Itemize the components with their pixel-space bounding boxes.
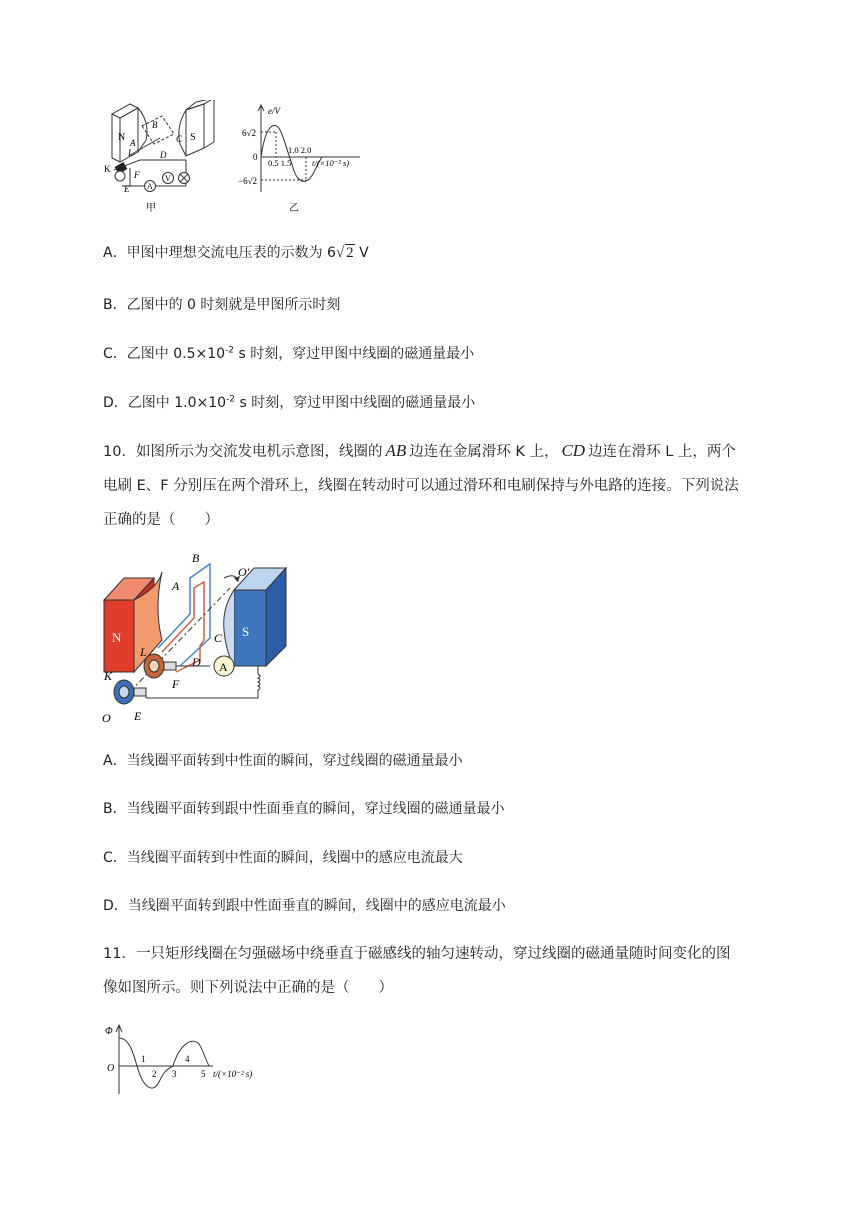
q10-stem-part1: 10．如图所示为交流发电机示意图，线圈的 <box>103 444 383 460</box>
q11-stem-line1: 11．一只矩形线圈在匀强磁场中绕垂直于磁感线的轴匀速转动，穿过线圈的磁通量随时间变化的图 <box>103 946 731 962</box>
q10-stem-part2: 边连在金属滑环 K 上， <box>409 444 559 460</box>
q9-option-d-pre: D．乙图中 1.0×10 <box>103 395 227 411</box>
q9-option-b: B．乙图中的 0 时刻就是甲图所示时刻 <box>103 297 341 313</box>
q9-option-a-unit: V <box>354 245 369 261</box>
fig11-x-axis-label: t/(×10⁻² s) <box>213 1069 253 1079</box>
fig9-label-c: C <box>176 134 183 144</box>
q9-option-d-exp: -2 <box>226 394 236 405</box>
fig10-label-k: K <box>104 669 113 683</box>
fig9-label-s: S <box>190 132 196 143</box>
q10-stem-line1 <box>103 441 736 462</box>
q11-stem-line2: 像如图所示。则下列说法中正确的是（ ） <box>103 980 393 996</box>
fig10-label-o: O <box>102 711 111 725</box>
fig9-label-l: L <box>128 148 134 158</box>
fig9-origin: 0 <box>253 152 258 162</box>
fig11-origin: O <box>107 1063 115 1074</box>
q10-option-b: B．当线圈平面转到跟中性面垂直的瞬间，穿过线圈的磁通量最小 <box>103 801 505 817</box>
fig11-tick-3: 3 <box>172 1069 177 1079</box>
fig9-label-k: K <box>104 164 111 174</box>
fig9-x-axis-label: t/(×10⁻² s) <box>312 158 350 168</box>
q10-option-a: A．当线圈平面转到中性面的瞬间，穿过线圈的磁通量最小 <box>103 753 463 769</box>
q9-option-c-post: s 时刻，穿过甲图中线圈的磁通量最小 <box>234 346 475 362</box>
fig9-label-e: E <box>124 184 130 194</box>
q9-option-c <box>103 344 474 364</box>
fig10-label-d: D <box>192 655 201 669</box>
fig10-label-c: C <box>214 631 223 645</box>
fig10-label-a: A <box>172 579 180 593</box>
q10-option-c: C．当线圈平面转到中性面的瞬间，线圈中的感应电流最大 <box>103 850 463 866</box>
fig10-label-o-prime: O′ <box>238 565 250 579</box>
q9-option-d-post: s 时刻，穿过甲图中线圈的磁通量最小 <box>235 395 476 411</box>
fig9-label-n: N <box>118 132 126 143</box>
fig9-y-bottom: −6√2 <box>238 176 258 186</box>
fig10-label-s: S <box>242 624 250 639</box>
figure-q10-generator <box>100 548 300 726</box>
q10-stem-line2: 电刷 E、F 分别压在两个滑环上，线圈在转动时可以通过滑环和电刷保持与外电路的连接。下列说法 <box>103 478 739 494</box>
fig10-label-n: N <box>112 630 122 645</box>
q9-option-a: A．甲图中理想交流电压表的示数为 6√ 2 V <box>103 245 369 261</box>
q9-option-a-text: A．甲图中理想交流电压表的示数为 6 <box>103 245 336 261</box>
q10-stem-ab: AB <box>385 441 407 460</box>
q10-stem-cd: CD <box>561 441 586 460</box>
q9-option-a-radicand: 2 <box>346 245 354 261</box>
fig11-tick-5: 5 <box>201 1069 206 1079</box>
q9-option-c-pre: C．乙图中 0.5×10 <box>103 346 226 362</box>
fig9-ticks-above: 1.0 2.0 <box>288 145 312 155</box>
fig9-y-top: 6√2 <box>242 128 256 138</box>
fig11-tick-4: 4 <box>185 1054 190 1064</box>
fig9-label-a: A <box>130 138 136 148</box>
fig9-meter-v: V <box>165 174 171 183</box>
fig11-tick-1: 1 <box>141 1054 146 1064</box>
q10-stem-line3: 正确的是（ ） <box>103 512 219 528</box>
figure-q11-flux-graph <box>103 1022 283 1096</box>
fig9-label-f: F <box>134 170 140 180</box>
fig9-ticks-below: 0.5 1.5 <box>268 158 292 168</box>
fig11-y-axis-label: Φ <box>105 1026 113 1037</box>
fig9-y-axis-label: e/V <box>268 106 280 116</box>
figure-yi-e-t-graph <box>236 102 366 214</box>
fig9-meter-a: A <box>147 182 153 191</box>
fig10-label-b: B <box>192 551 200 565</box>
fig9-caption-jia: 甲 <box>146 203 156 214</box>
figure-jia-generator <box>100 100 230 215</box>
fig9-label-d: D <box>160 150 167 160</box>
fig10-label-l: L <box>140 645 147 659</box>
fig9-label-b: B <box>152 120 158 130</box>
q9-option-d <box>103 393 475 413</box>
q9-option-c-exp: -2 <box>225 345 235 356</box>
fig9-caption-yi: 乙 <box>289 203 299 214</box>
q10-option-d: D．当线圈平面转到跟中性面垂直的瞬间，线圈中的感应电流最小 <box>103 898 506 914</box>
fig11-tick-2: 2 <box>152 1069 157 1079</box>
q10-stem-part3: 边连在滑环 L 上，两个 <box>588 444 736 460</box>
fig10-meter-a: A <box>219 660 228 674</box>
fig10-label-f: F <box>172 677 180 691</box>
fig10-label-e: E <box>134 709 142 723</box>
